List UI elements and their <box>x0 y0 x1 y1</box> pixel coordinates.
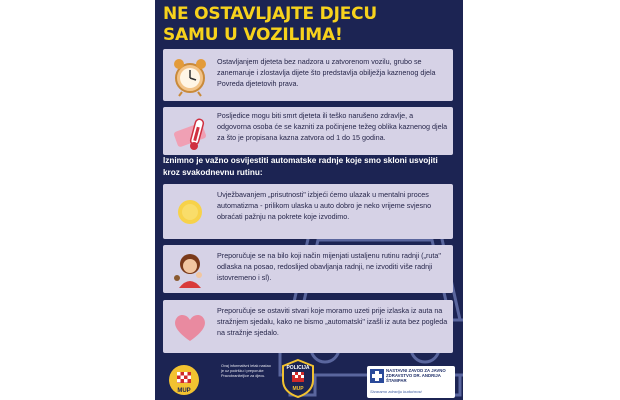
card-5-text: Preporučuje se ostaviti stvari koje moramo uzeti prije izlaska iz auta na stražnjem sjedalu, kako ne bismo „automatski" izašli iz auta bez pogleda na stražnje sjedalo. <box>217 306 448 337</box>
sun-icon <box>169 191 211 233</box>
card-2-text: Posljedice mogu biti smrt djeteta ili teško narušeno zdravlje, a odgovorna osoba će se kazniti za počinjene težeg oblika kaznenog djela za što je propisana kazna zatvora od 1 do 15 godina. <box>217 111 448 142</box>
card-4-text: Preporučuje se na bilo koji način mijenjati ustaljenu rutinu radnji („ruta" odlaska na posao, redoslijed obavljanja radnji, ne izvoditi više radnji istovremeno i sl). <box>217 251 441 282</box>
thermometer-icon <box>169 113 211 155</box>
card-3-text: Uvježbavanjem „prisutnosti" izbjeći ćemo ulazak u mentalni proces automatizma - prilikom ulaska u auto dobro je neko vrijeme svjesno obraćati pažnju na pokrete koje izvodimo. <box>217 190 432 221</box>
info-card-3 <box>163 184 453 239</box>
title-line-2: SAMU U VOZILIMA! <box>163 25 343 45</box>
institute-motto: Stvaramo zdraviju budućnost <box>370 389 422 394</box>
institute-cross-icon <box>370 369 384 383</box>
info-card-4 <box>163 245 453 293</box>
highlight-text: Iznimno je važno osvijestiti automatske radnje koje smo skloni usvojiti kroz svakodnevnu rutinu: <box>163 156 438 177</box>
footer-note: Ovaj informativni letak nastao je uz podršku i preporuke Pravobraniteljice za djecu. <box>221 364 271 378</box>
info-card-2 <box>163 107 453 155</box>
info-card-5 <box>163 300 453 353</box>
thinking-woman-icon <box>169 248 211 290</box>
policija-logo-icon <box>280 358 316 398</box>
alarm-clock-icon <box>169 55 211 97</box>
mup-logo-icon <box>167 364 201 396</box>
svg-text:MUP: MUP <box>292 386 304 392</box>
poster-title <box>163 4 458 46</box>
card-1-text: Ostavljanjem djeteta bez nadzora u zatvorenom vozilu, grubo se zanemaruje i zlostavlja dijete što predstavlja obilježja kaznenog djela Povreda djetetovih prava. <box>217 57 436 88</box>
institute-name: NASTAVNI ZAVOD ZA JAVNO ZDRAVSTVO DR. ANDRIJA ŠTAMPAR <box>386 368 446 384</box>
institute-logo <box>367 366 455 398</box>
poster <box>155 0 463 400</box>
heart-icon <box>169 306 211 348</box>
svg-text:POLICIJA: POLICIJA <box>286 365 310 371</box>
svg-text:MUP: MUP <box>177 388 191 394</box>
title-line-1: NE OSTAVLJAJTE DJECU <box>163 4 377 24</box>
info-card-1 <box>163 49 453 101</box>
